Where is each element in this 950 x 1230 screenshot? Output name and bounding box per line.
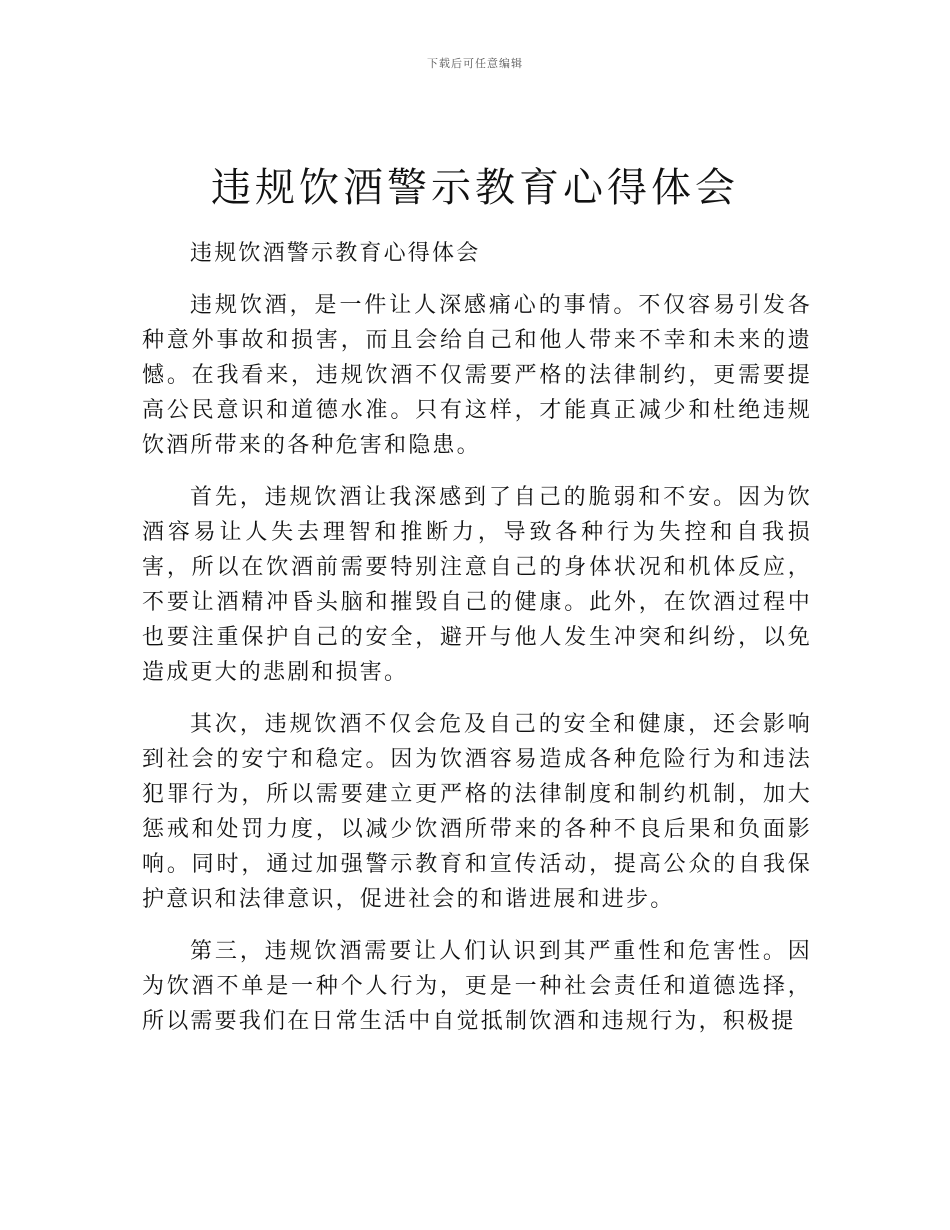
paragraph-2: 首先，违规饮酒让我深感到了自己的脆弱和不安。因为饮酒容易让人失去理智和推断力，导致各种行为失控和自我损害，所以在饮酒前需要特别注意自己的身体状况和机体反应，不要让酒精冲昏头脑和摧毁自己的健康。此外，在饮酒过程中也要注重保护自己的安全，避开与他人发生冲突和纠纷，以免造成更大的悲剧和损害。 xyxy=(142,485,812,685)
paragraph-3: 其次，违规饮酒不仅会危及自己的安全和健康，还会影响到社会的安宁和稳定。因为饮酒容易造成各种危险行为和违法犯罪行为，所以需要建立更严格的法律制度和制约机制，加大惩戒和处罚力度，以减少饮酒所带来的各种不良后果和负面影响。同时，通过加强警示教育和宣传活动，提高公众的自我保护意识和法律意识，促进社会的和谐进展和进步。 xyxy=(142,712,812,912)
paragraph-4: 第三，违规饮酒需要让人们认识到其严重性和危害性。因为饮酒不单是一种个人行为，更是一种社会责任和道德选择，所以需要我们在日常生活中自觉抵制饮酒和违规行为，积极提 xyxy=(142,939,812,1034)
document-body xyxy=(142,236,812,1056)
document-subtitle: 违规饮酒警示教育心得体会 xyxy=(190,241,481,266)
paragraph-1: 违规饮酒，是一件让人深感痛心的事情。不仅容易引发各种意外事故和损害，而且会给自己和他人带来不幸和未来的遗憾。在我看来，违规饮酒不仅需要严格的法律制约，更需要提高公民意识和道德水准。只有这样，才能真正减少和杜绝违规饮酒所带来的各种危害和隐患。 xyxy=(142,293,812,458)
document-title: 违规饮酒警示教育心得体会 xyxy=(211,165,739,211)
header-note: 下载后可任意编辑 xyxy=(427,57,523,70)
